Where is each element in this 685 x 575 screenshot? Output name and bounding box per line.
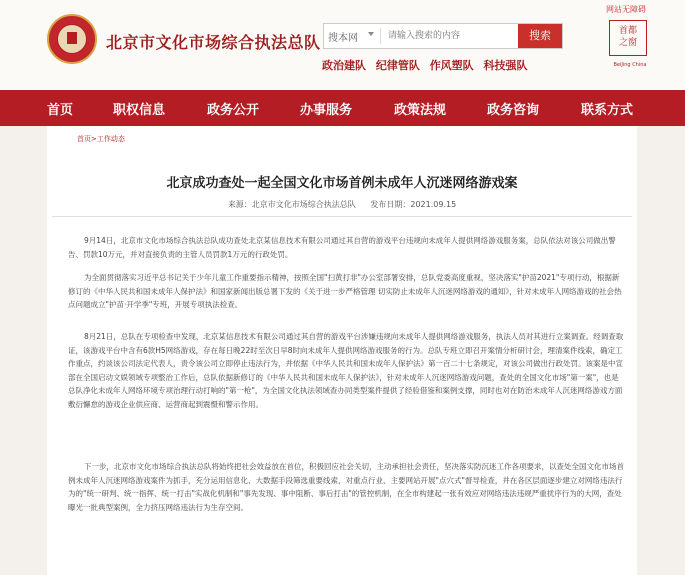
capital-window-logo[interactable] [609,20,647,68]
quicklink-item[interactable]: 纪律管队 [375,59,420,72]
article-title: 北京成功查处一起全国文化市场首例未成年人沉迷网络游戏案 [166,176,518,191]
nav-item-policies[interactable]: 政策法规 [394,103,447,118]
article-source: 来源：北京市文化市场综合执法总队 [227,200,356,209]
search-input[interactable] [388,27,516,45]
article-container [47,126,637,575]
emblem-logo-icon[interactable] [47,14,97,64]
divider [52,216,632,217]
chevron-down-icon[interactable] [368,32,374,36]
quicklink-item[interactable]: 政治建队 [322,59,366,72]
search-divider [380,28,381,44]
accessibility-link[interactable]: 网站无障碍 [606,5,646,14]
site-title[interactable]: 北京市文化市场综合执法总队 [106,33,321,52]
nav-item-home[interactable]: 首页 [47,103,74,118]
search-bar [323,23,563,49]
main-nav [0,90,685,126]
nav-item-services[interactable]: 办事服务 [300,103,353,118]
quicklink-item[interactable]: 科技强队 [483,59,528,72]
nav-item-contact[interactable]: 联系方式 [581,103,634,118]
nav-item-consulting[interactable]: 政务咨询 [487,103,540,118]
logo-subtitle: BeiJing China [613,62,647,68]
site-header [0,0,685,90]
article-paragraph: 9月14日，北京市文化市场综合执法总队成功查处北京某信息技术有限公司通过其自营的游戏平台违规向未成年人提供网络游戏服务案，总队依法对该公司做出警告、罚款10万元，并对直接负责的主管人员罚款1万元的行政处罚。 [68,236,616,259]
nav-item-gov-affairs[interactable]: 政务公开 [207,103,260,118]
quicklinks [322,57,572,73]
logo-line-2: 之窗 [618,38,637,48]
nav-item-authority-info[interactable]: 职权信息 [113,103,166,118]
article-meta [47,199,637,210]
article-paragraph: 下一步，北京市文化市场综合执法总队将始终把社会效益放在首位，积极回应社会关切，主动承担社会责任，坚决落实防沉迷工作各项要求，以查处全国文化市场首例未成年人沉迷网络游戏案件为抓手，充分运用信息化、大数据手段筛选重要线索，对重点行业、主要网站开展"点穴式"督导检查，并在各区层面逐步建立对网络违法行为的"统一研判、统一指挥、统一打击"实战化机制和"事先发现、事中阻断、事后打击"的管控机制，在全市构建起一张有效应对网络违法违规严重扰序行为的大网，查处曝光一批典型案例，全力挤压网络违法行为生存空间。 [68,462,624,512]
article-paragraph: 为全面贯彻落实习近平总书记关于少年儿童工作重要指示精神，按照全国"扫黄打非"办公室部署安排，总队党委高度重视，坚决落实"护苗2021"专项行动，根据新修订的《中华人民共和国未成年人保护法》和国家新闻出版总署下发的《关于进一步严格管理 切实防止未成年人沉迷网络游戏的通知》，针对未成年人网络游戏的社会热点问题成立"护苗·开学季"专班，开展专项执法检查。 [68,273,622,309]
logo-line-1: 首都 [618,26,637,36]
search-scope-select[interactable]: 搜本网 [328,33,358,44]
search-button[interactable]: 搜索 [518,24,562,48]
quicklink-item[interactable]: 作风塑队 [429,59,474,72]
article-paragraph: 8月21日，总队在专项检查中发现，北京某信息技术有限公司通过其自营的游戏平台涉嫌违规向未成年人提供网络游戏服务，执法人员对其进行立案调查。经调查取证，该游戏平台中含有6款H5网络游戏，存在每日晚22时至次日早8时向未成年人提供网络游戏服务的行为。总队专班立即召开案情分析研讨会，理清案件线索，确定工作重点，约谈该公司法定代表人，责令该公司立即停止违法行为，并依据《中华人民共和国未成年人保护法》第一百二十七条规定，对该公司做出行政处罚。该案是中宣部在全国启动文娱领域专项整治工作后，总队依据新修订的《中华人民共和国未成年人保护法》，针对未成年人沉迷网络游戏问题，查处的全国文化市场"第一案"，也是总队净化未成年人网络环境专项治理行动打响的"第一枪"，为全国文化执法领域查办同类型案件提供了经验借鉴和案例支撑，同时也对在防治未成年人沉迷网络游戏方面敷衍懈怠的游戏企业供应商、运营商起到震慑和警示作用。 [68,332,624,409]
article-date: 发布日期：2021.09.15 [370,200,457,209]
breadcrumb[interactable]: 首页>工作动态 [77,135,125,143]
